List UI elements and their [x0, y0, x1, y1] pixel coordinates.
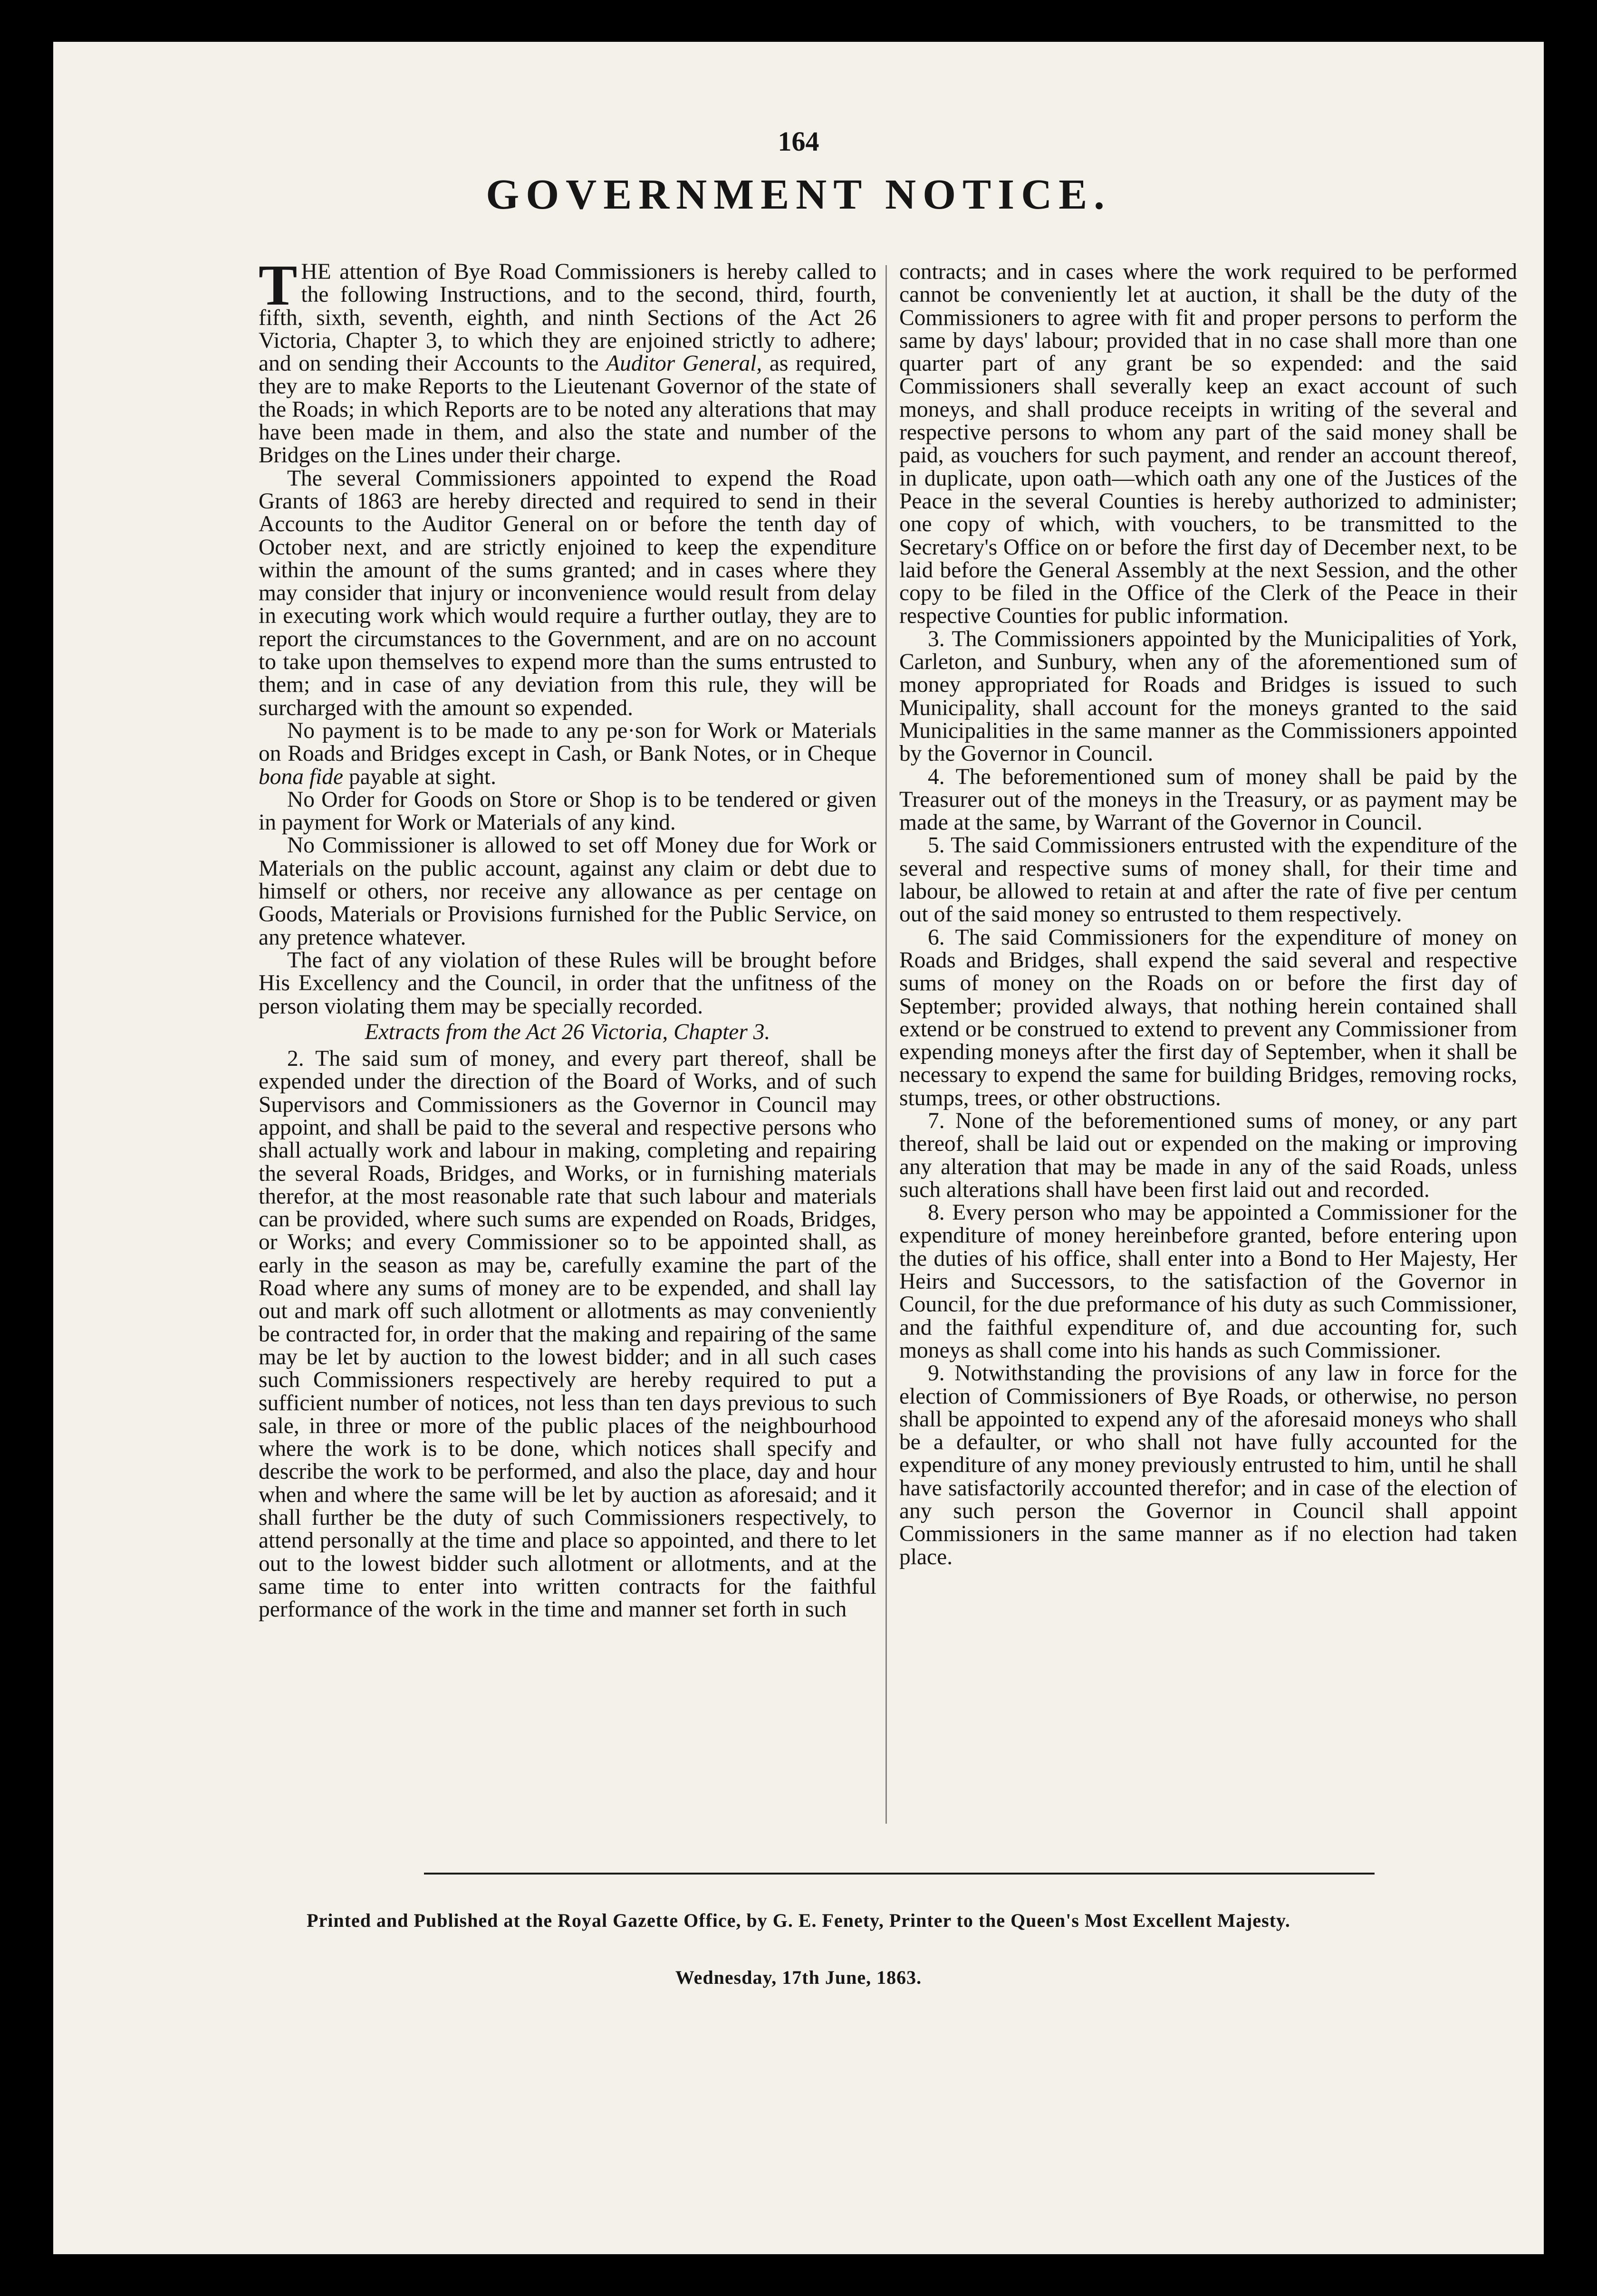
section-9: 9. Notwithstanding the provisions of any law in force for the election of Commissioners of Bye Roads, or otherwise, no person shall be appointed to expend any of the aforesaid moneys who shall be a defaulter, or who shall not have fully accounted for the expenditure of any money previously entrusted to him, until he shall have satisfactorily accounted therefor; and in case of the election of any such person the Governor in Council shall appoint Commissioners in the same manner as if no election had taken place. [899, 1361, 1517, 1569]
instruction-paragraph-5: No Commissioner is allowed to set off Money due for Work or Materials on the public account, against any claim or debt due to himself or others, nor receive any allowance as per centage on Goods, Materials or Provisions furnished for the Public Service, on any pretence whatever. [259, 833, 876, 950]
section-3: 3. The Commissioners appointed by the Municipalities of York, Carleton, and Sunbury, when any of the aforementioned sum of money appropriated for Roads and Bridges is issued to such Municipality, shall account for the moneys granted to the said Municipalities in the same manner as the Commissioners appointed by the Governor in Council. [899, 626, 1517, 766]
section-8: 8. Every person who may be appointed a Commissioner for the expenditure of money hereinbefore granted, before entering upon the duties of his office, shall enter into a Bond to Her Majesty, Her Heirs and Successors, to the satisfaction of the Governor in Council, for the due preformance of his duty as such Commissioner, and the faithful expenditure of, and due accounting for, such moneys as shall come into his hands as such Commissioner. [899, 1200, 1517, 1363]
instruction-paragraph-2: The several Commissioners appointed to expend the Road Grants of 1863 are hereby directed and required to send in their Accounts to the Auditor General on or before the tenth day of October next, and are strictly enjoined to keep the expenditure within the amount of the sums granted; and in cases where they may consider that injury or inconvenience would result from delay in executing work which would require a further outlay, they are to report the circumstances to the Government, and are on no account to take upon themselves to expend more than the sums entrusted to them; and in case of any deviation from this rule, they will be surcharged with the amount so expended. [259, 466, 876, 720]
section-5: 5. The said Commissioners entrusted with the expenditure of the several and respective sums of money shall, for their time and labour, be allowed to retain at and after the rate of five per centum out of the said money so entrusted to them respectively. [899, 833, 1517, 927]
section-7: 7. None of the beforementioned sums of money, or any part thereof, shall be laid out or expended on the making or improving any alteration that may be made in any of the said Roads, unless such alterations shall have been first laid out and recorded. [899, 1108, 1517, 1202]
instruction-paragraph-1 [259, 260, 876, 467]
section-6: 6. The said Commissioners for the expenditure of money on Roads and Bridges, shall expend the said several and respective sums of money on the Roads on or before the first day of September; provided always, that nothing herein contained shall extend or be construed to extend to prevent any Commissioner from expending moneys after the first day of September, when it shall be necessary to expend the same for building Bridges, removing rocks, stumps, trees, or other obstructions. [899, 925, 1517, 1110]
paragraph-text: HE attention of Bye Road Commissioners is hereby called to the following Instructions, and to the second, third, fourth, fifth, sixth, seventh, eighth, and ninth Sections of the Act 26 Victoria, Chapter 3, to which they are enjoined strictly to adhere; and on sending their Accounts to the [259, 260, 876, 376]
paragraph-text: No payment is to be made to any pe·son for Work or Materials on Roads and Bridges except in Cash, or Bank Notes, or in Cheque [259, 718, 876, 766]
paragraph-text: payable at sight. [348, 764, 496, 789]
footer-rule [424, 1873, 1375, 1875]
printer-imprint: Printed and Published at the Royal Gazette Office, by G. E. Fenety, Printer to the Queen's Most Excellent Majesty. [307, 1910, 1290, 1931]
publication-date: Wednesday, 17th June, 1863. [675, 1967, 922, 1988]
instruction-paragraph-4: No Order for Goods on Store or Shop is to be tendered or given in payment for Work or Materials of any kind. [259, 787, 876, 835]
instruction-paragraph-3 [259, 719, 876, 788]
section-2-continued: contracts; and in cases where the work required to be performed cannot be conveniently let at auction, it shall be the duty of the Commissioners to agree with fit and proper persons to perform the same by days' labour; provided that in no case shall more than one quarter part of any grant be so expended: and the said Commissioners shall severally keep an exact account of such moneys, and shall produce receipts in writing of the several and respective persons to whom any part of the said money shall be paid, as vouchers for such payment, and render an account thereof, in duplicate, upon oath—which oath any one of the Justices of the Peace in the several Counties is hereby authorized to administer; one copy of which, with vouchers, to be transmitted to the Secretary's Office on or before the first day of December next, to be laid before the General Assembly at the next Session, and the other copy to be filed in the Office of the Clerk of the Peace in their respective Counties for public information. [899, 260, 1517, 629]
section-2: 2. The said sum of money, and every part thereof, shall be expended under the direction of the Board of Works, and of such Supervisors and Commissioners as the Governor in Council may appoint, and shall be paid to the several and respective persons who shall actually work and labour in making, completing and repairing the several Roads, Bridges, and Works, or in furnishing materials therefor, at the most reasonable rate that such labour and materials can be provided, where such sums are expended on Roads, Bridges, or Works; and every Commissioner so to be appointed shall, as early in the season as may be, carefully examine the part of the Road where any sums of money are to be expended, and shall lay out and mark off such allotment or allotments as may conveniently be contracted for, in order that the making and repairing of the same may be let by auction to the lowest bidder; and in all such cases such Commissioners respectively are hereby required to put a sufficient number of notices, not less than ten days previous to such sale, in three or more of the public places of the neighbourhood where the work is to be done, which notices shall specify and describe the work to be performed, and also the place, day and hour when and where the same will be let by auction as aforesaid; and it shall further be the duty of such Commissioners respectively, to attend personally at the time and place so appointed, and there to let out to the lowest bidder such allotment or allotments, and at the same time to enter into written contracts for the faithful performance of the work in the time and manner set forth in such [259, 1046, 876, 1622]
auditor-general-italic: Auditor General, [606, 351, 762, 376]
column-divider [885, 265, 887, 1824]
drop-cap: T [259, 260, 298, 317]
instruction-paragraph-6: The fact of any violation of these Rules will be brought before His Excellency and the Council, in order that the unfitness of the person violating them may be specially recorded. [259, 947, 876, 1019]
page-number: 164 [778, 126, 819, 157]
document-page [53, 42, 1544, 2254]
page-title: GOVERNMENT NOTICE. [486, 171, 1111, 218]
section-4: 4. The beforementioned sum of money shall be paid by the Treasurer out of the moneys in the Treasury, or as payment may be made at the same, by Warrant of the Governor in Council. [899, 764, 1517, 835]
paragraph-text: as required, they are to make Reports to the Lieutenant Governor of the state of the Roads; in which Reports are to be noted any alterations that may have been made in them, and also the state and number of the Bridges on the Lines under their charge. [259, 351, 876, 468]
left-column [259, 260, 876, 1828]
extracts-heading: Extracts from the Act 26 Victoria, Chapter 3. [365, 1019, 770, 1044]
right-column [899, 260, 1517, 1828]
bona-fide-italic: bona fide [259, 764, 344, 789]
